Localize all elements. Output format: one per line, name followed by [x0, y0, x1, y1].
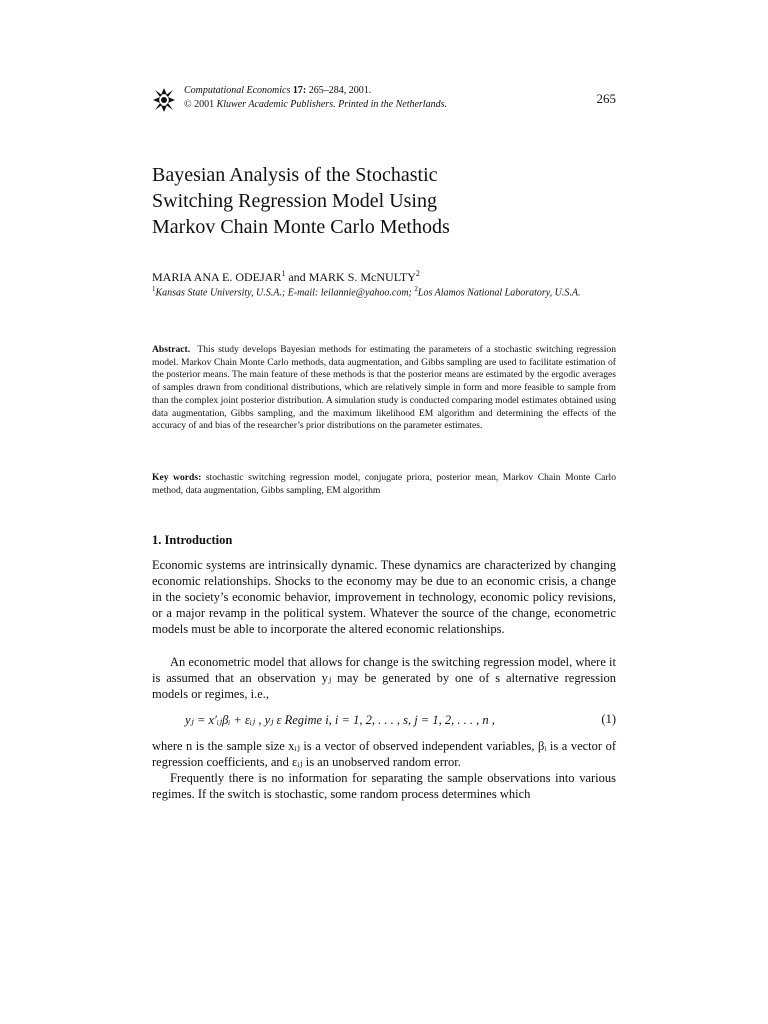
affiliation-2-sup: 2 [414, 285, 418, 293]
keywords-text: stochastic switching regression model, conjugate priora, posterior mean, Markov Chain Monte Carlo method, data augmentation, Gibbs sampling, EM algorithm [152, 472, 617, 496]
kluwer-flower-icon [152, 87, 176, 113]
section-heading-introduction: 1. Introduction [152, 533, 233, 547]
author-connector: and [288, 270, 306, 284]
paragraph-2: An econometric model that allows for change is the switching regression model, where it is assumed that an observation yⱼ may be generated by one of s alternative regression models or regimes, i.e., [152, 655, 616, 701]
title-line-3: Markov Chain Monte Carlo Methods [152, 216, 450, 238]
author-2: MARK S. McNULTY [308, 270, 416, 284]
paragraph-3: where n is the sample size xᵢⱼ is a vector of observed independent variables, βᵢ is a vector of regression coefficients, and εᵢⱼ is an unobserved random error. [152, 739, 616, 769]
page-number: 265 [596, 91, 616, 106]
journal-header [152, 84, 616, 120]
journal-name: Computational Economics [184, 85, 291, 96]
paragraph-1: Economic systems are intrinsically dynamic. These dynamics are characterized by changing economic relationships. Shocks to the economy may be due to an economic crisis, a change in the society’s economic behavior, improvement in technology, economic policy revisions, or a major revamp in the political system. Whatever the source of the change, econometric models must be able to incorporate the altered economic relationships. [152, 558, 616, 636]
abstract-text: This study develops Bayesian methods for estimating the parameters of a stochastic switching regression model. Markov Chain Monte Carlo methods, data augmentation, and Gibbs sampling are used to facilitate estimation of the posterior means. The main feature of these methods is that the posterior means are estimated by the ergodic averages of samples drawn from conditional distributions, which are relatively simple in form and more feasible to sample from than the complex joint posterior distribution. A simulation study is conducted comparing model estimates obtained using data augmentation, Gibbs sampling, and the maximum likelihood EM algorithm and determining the effects of the accuracy of and bias of the researcher’s prior distributions on the parameter estimates. [152, 344, 616, 432]
printed-in: Printed in the Netherlands. [338, 99, 447, 110]
paragraph-4: Frequently there is no information for separating the sample observations into various regimes. If the switch is stochastic, some random process determines which [152, 771, 616, 801]
equation-body: yⱼ = x′ᵢⱼβᵢ + εᵢⱼ , yⱼ ε Regime i, i = 1, 2, . . . , s, j = 1, 2, . . . , n , [185, 713, 495, 727]
abstract [152, 344, 616, 433]
affiliations [152, 282, 622, 300]
author-2-sup: 2 [415, 269, 420, 278]
copyright-year: 2001 [194, 99, 215, 110]
equation-number: (1) [601, 712, 616, 726]
journal-pages: 265–284, 2001. [308, 85, 372, 96]
journal-citation [184, 84, 447, 112]
copyright-symbol: © [184, 99, 192, 110]
abstract-label: Abstract. [152, 344, 191, 355]
equation-1 [185, 712, 616, 730]
title-line-2: Switching Regression Model Using [152, 190, 437, 212]
keywords-label: Key words: [152, 472, 202, 483]
publisher: Kluwer Academic Publishers. [216, 99, 336, 110]
affiliation-2: Los Alamos National Laboratory, U.S.A. [417, 287, 581, 299]
journal-volume: 17: [292, 85, 307, 96]
paper-title [152, 162, 622, 240]
affiliation-1: Kansas State University, U.S.A.; E-mail: leilannie@yahoo.com; [155, 287, 412, 299]
keywords [152, 472, 616, 497]
title-line-1: Bayesian Analysis of the Stochastic [152, 164, 438, 186]
author-1-sup: 1 [281, 269, 286, 278]
author-1: MARIA ANA E. ODEJAR [152, 270, 282, 284]
affiliation-1-sup: 1 [152, 285, 156, 293]
